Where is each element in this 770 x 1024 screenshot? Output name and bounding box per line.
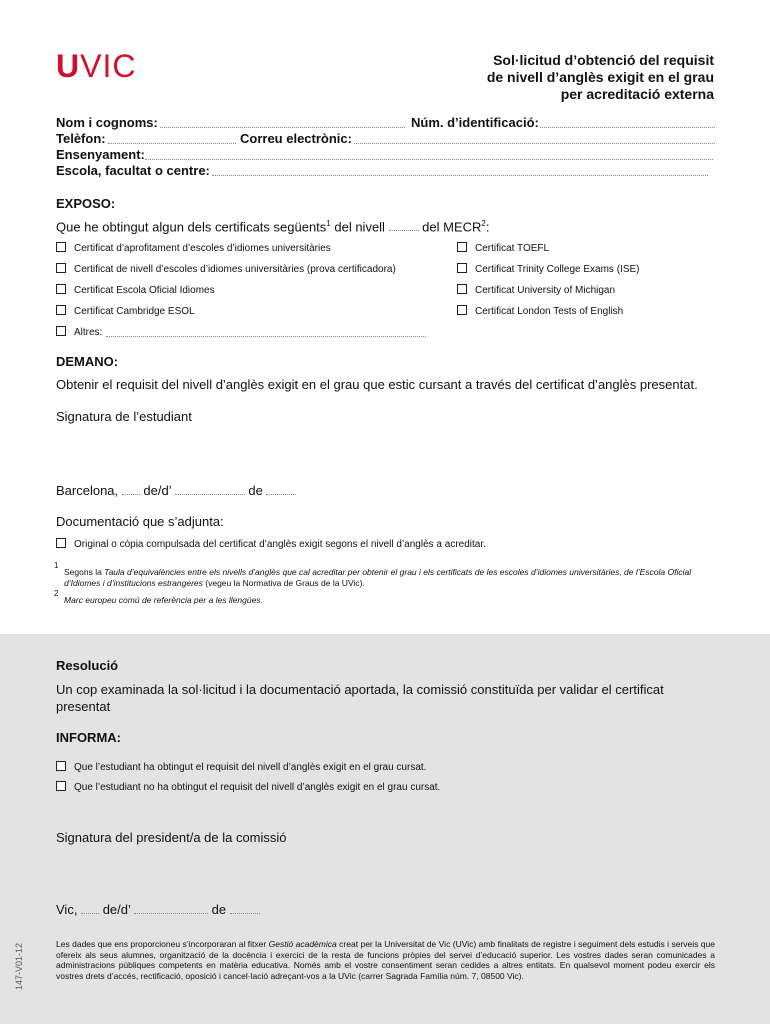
docs-item[interactable]: Original o còpia compulsada del certificat d’anglès exigit segons el nivell d’anglès a acreditar.	[56, 538, 486, 550]
vic-day-field[interactable]	[81, 912, 99, 914]
year-field[interactable]	[266, 493, 296, 495]
checkbox[interactable]	[56, 761, 66, 771]
uvic-logo: UVIC	[56, 48, 137, 84]
email-label: Correu electrònic:	[240, 131, 352, 146]
option-left-4[interactable]: Certificat Cambridge ESOL	[56, 305, 195, 317]
option-right-1[interactable]: Certificat TOEFL	[457, 242, 549, 254]
exposo-heading: EXPOSO:	[56, 196, 116, 211]
other-field[interactable]	[106, 336, 426, 337]
privacy-notice: Les dades que ens proporcioneu s’incorporaran al fitxer Gestió acadèmica creat per la Universitat de Vic (UVic) amb finalitats de registre i seguiment dels estudis i serveis que oferеix als seus alumnes, organització de la docència i exercici de la resta de funcions pròpies del servei d’educació superior. Les vostres dades seran comunicades a administracions públiques competents en matèria educativa. Només amb el vostre consentiment seran cedides a altres entitats. En qualsevol moment podeu exercir els vostres drets d’accés, rectificació, oposició i cancel·lació adreçant-vos a la UVic (carrer Sagrada Família núm. 7, 08500 Vic).	[56, 939, 715, 981]
checkbox[interactable]	[457, 263, 467, 273]
school-field[interactable]	[212, 175, 708, 176]
option-other[interactable]: Altres:	[56, 326, 102, 338]
name-label: Nom i cognoms:	[56, 115, 158, 130]
checkbox[interactable]	[56, 263, 66, 273]
form-title: Sol·licitud d’obtenció del requisit de nivell d’anglès exigit en el grau per acreditació externa	[486, 52, 714, 102]
vic-month-field[interactable]	[134, 912, 208, 914]
option-right-4[interactable]: Certificat London Tests of English	[457, 305, 623, 317]
footnote-2-number: 2	[54, 589, 59, 598]
place-date: Barcelona, de/d’ de	[56, 483, 296, 498]
exposo-sentence: Que he obtingut algun dels certificats següents$^1$ del nivell del MECR$^2$:	[56, 219, 490, 235]
name-field[interactable]	[160, 127, 405, 128]
option-right-2[interactable]: Certificat Trinity College Exams (ISE)	[457, 263, 640, 275]
id-field[interactable]	[540, 127, 715, 128]
studies-label: Ensenyament:	[56, 147, 145, 162]
id-label: Núm. d’identificació:	[411, 115, 539, 130]
president-signature-label: Signatura del president/a de la comissió	[56, 830, 287, 845]
email-field[interactable]	[354, 143, 715, 144]
document-code: 147-V01-12	[14, 942, 24, 990]
resolucio-text: Un cop examinada la sol·licitud i la documentació aportada, la comissió constituïda per validar el certificat presentat	[56, 682, 664, 714]
level-field[interactable]	[389, 229, 419, 231]
checkbox[interactable]	[457, 305, 467, 315]
day-field[interactable]	[122, 493, 140, 495]
school-label: Escola, facultat o centre:	[56, 163, 210, 178]
checkbox[interactable]	[56, 284, 66, 294]
docs-heading: Documentació que s’adjunta:	[56, 514, 224, 529]
student-signature-label: Signatura de l’estudiant	[56, 409, 192, 424]
option-left-2[interactable]: Certificat de nivell d’escoles d’idiomes universitàries (prova certificadora)	[56, 263, 396, 275]
checkbox[interactable]	[56, 326, 66, 336]
demano-text: Obtenir el requisit del nivell d’anglès exigit en el grau que estic cursant a través del certificat d’anglès presentat.	[56, 377, 698, 392]
vic-year-field[interactable]	[230, 912, 260, 914]
checkbox[interactable]	[56, 781, 66, 791]
demano-heading: DEMANO:	[56, 354, 119, 369]
phone-field[interactable]	[108, 143, 236, 144]
checkbox[interactable]	[457, 242, 467, 252]
informa-option-2[interactable]: Que l’estudiant no ha obtingut el requisit del nivell d’anglès exigit en el grau cursat.	[56, 781, 440, 793]
option-left-3[interactable]: Certificat Escola Oficial Idiomes	[56, 284, 215, 296]
studies-field[interactable]	[145, 159, 713, 160]
vic-date: Vic, de/d’ de	[56, 902, 260, 917]
option-left-1[interactable]: Certificat d’aprofitament d’escoles d’idiomes universitàries	[56, 242, 331, 254]
footnote-1: Segons la Taula d’equivalències entre els nivells d’anglès que cal acreditar per obtenir el grau i els certificats de les escoles d’idiomes universitàries, de l’Escola Oficial d’Idiomes i d’institucions estrangeres (vegeu la Normativa de Graus de la UVic).	[64, 567, 692, 588]
checkbox[interactable]	[56, 538, 66, 548]
resolucio-heading: Resolució	[56, 658, 119, 673]
footnote-2: Marc europeu comú de referència per a les llengües.	[64, 595, 263, 605]
option-right-3[interactable]: Certificat University of Michigan	[457, 284, 615, 296]
footnote-1-number: 1	[54, 561, 59, 570]
month-field[interactable]	[175, 493, 245, 495]
informa-heading: INFORMA:	[56, 730, 121, 745]
informa-option-1[interactable]: Que l’estudiant ha obtingut el requisit del nivell d’anglès exigit en el grau cursat.	[56, 761, 426, 773]
phone-label: Telèfon:	[56, 131, 106, 146]
checkbox[interactable]	[56, 242, 66, 252]
checkbox[interactable]	[457, 284, 467, 294]
checkbox[interactable]	[56, 305, 66, 315]
